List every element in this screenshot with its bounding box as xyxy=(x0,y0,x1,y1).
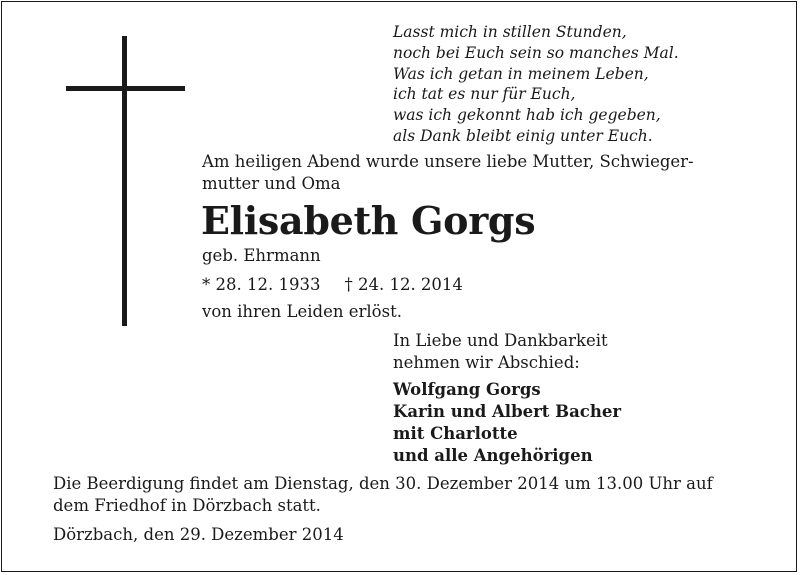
farewell-line: nehmen wir Abschied: xyxy=(393,353,580,372)
poem-line: Was ich getan in meinem Leben, xyxy=(393,64,649,83)
intro-text xyxy=(202,151,762,195)
mourner-name: mit Charlotte xyxy=(393,424,518,443)
mourner-name: Wolfgang Gorgs xyxy=(393,380,541,399)
death-date: † 24. 12. 2014 xyxy=(344,275,463,294)
intro-line: Am heiligen Abend wurde unsere liebe Mutter, Schwieger- xyxy=(202,152,694,171)
funeral-info xyxy=(53,473,773,517)
funeral-line: Die Beerdigung findet am Dienstag, den 30. Dezember 2014 um 13.00 Uhr auf xyxy=(53,474,713,493)
cross-horizontal-bar xyxy=(66,86,185,91)
funeral-line: dem Friedhof in Dörzbach statt. xyxy=(53,496,321,515)
farewell-text xyxy=(393,330,608,374)
poem-line: ich tat es nur für Euch, xyxy=(393,85,576,104)
poem xyxy=(393,22,773,147)
mourners-list xyxy=(393,379,621,467)
birth-date: * 28. 12. 1933 xyxy=(202,275,321,294)
poem-line: als Dank bleibt einig unter Euch. xyxy=(393,126,653,145)
place-and-date: Dörzbach, den 29. Dezember 2014 xyxy=(53,525,344,544)
farewell-line: In Liebe und Dankbarkeit xyxy=(393,331,608,350)
cross-vertical-bar xyxy=(122,36,127,326)
birth-name: geb. Ehrmann xyxy=(202,246,321,265)
mourner-name: und alle Angehörigen xyxy=(393,446,593,465)
intro-line: mutter und Oma xyxy=(202,174,341,193)
poem-line: was ich gekonnt hab ich gegeben, xyxy=(393,106,661,125)
poem-line: Lasst mich in stillen Stunden, xyxy=(393,23,627,41)
mourner-name: Karin und Albert Bacher xyxy=(393,402,622,421)
released-text: von ihren Leiden erlöst. xyxy=(202,302,402,321)
life-dates xyxy=(202,274,463,296)
deceased-name: Elisabeth Gorgs xyxy=(201,198,536,243)
poem-line: noch bei Euch sein so manches Mal. xyxy=(393,43,679,62)
